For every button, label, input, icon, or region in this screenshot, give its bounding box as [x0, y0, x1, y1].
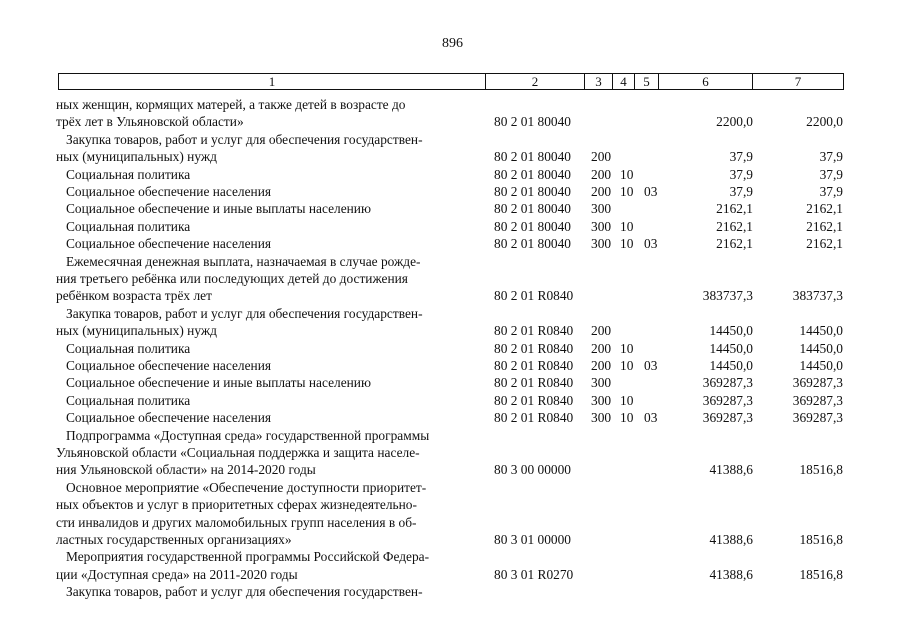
row-col-3: 300	[591, 218, 612, 234]
table-row	[0, 374, 905, 391]
table-row	[0, 200, 905, 217]
header-col-2: 2	[531, 74, 539, 89]
row-col-4: 10	[620, 236, 634, 252]
row-value-6: 383737,3	[702, 288, 753, 304]
row-col-4: 10	[620, 358, 634, 373]
row-col-3: 200	[591, 340, 612, 356]
row-value-6: 41388,6	[709, 532, 753, 547]
row-description: Основное мероприятие «Обеспечение доступности приоритет-	[66, 479, 427, 495]
row-description: Подпрограмма «Доступная среда» государственной программы	[66, 427, 430, 443]
row-code: 80 2 01 R0840	[494, 323, 574, 339]
table-row	[0, 235, 905, 252]
row-value-7: 14450,0	[799, 323, 843, 339]
header-col-3: 3	[595, 74, 602, 89]
row-code: 80 2 01 R0840	[494, 288, 574, 304]
row-description: ребёнком возраста трёх лет	[56, 288, 212, 304]
row-value-7: 369287,3	[792, 410, 843, 426]
table-row	[0, 287, 905, 304]
row-value-6: 14450,0	[709, 340, 753, 356]
row-description: сти инвалидов и других маломобильных групп населения в об-	[56, 514, 417, 530]
row-col-3: 200	[591, 358, 612, 373]
row-description: Ульяновской области «Социальная поддержка и защита населе-	[56, 445, 420, 460]
table-row	[0, 409, 905, 426]
row-code: 80 2 01 R0840	[494, 375, 574, 391]
row-value-7: 37,9	[819, 149, 843, 165]
row-value-7: 14450,0	[799, 340, 843, 356]
row-value-6: 41388,6	[709, 566, 753, 582]
row-description: ции «Доступная среда» на 2011-2020 годы	[56, 566, 298, 582]
row-value-7: 2162,1	[806, 201, 843, 217]
row-description: ных (муниципальных) нужд	[56, 149, 217, 165]
table-row	[0, 392, 905, 409]
row-value-6: 2200,0	[716, 114, 753, 130]
row-value-7: 37,9	[819, 184, 843, 199]
row-code: 80 3 00 00000	[494, 462, 571, 478]
row-value-6: 14450,0	[709, 323, 753, 339]
row-value-6: 2162,1	[716, 201, 753, 217]
row-code: 80 2 01 R0840	[494, 340, 574, 356]
table-header	[58, 73, 844, 90]
row-code: 80 2 01 80040	[494, 149, 571, 165]
row-col-3: 200	[591, 184, 612, 199]
row-value-7: 18516,8	[799, 462, 843, 478]
header-col-7: 7	[794, 74, 802, 89]
row-code: 80 2 01 80040	[494, 236, 571, 252]
table-row	[0, 253, 905, 270]
table-row	[0, 148, 905, 165]
row-value-7: 37,9	[819, 166, 843, 182]
row-col-5: 03	[644, 410, 658, 426]
row-col-3: 300	[591, 392, 612, 408]
row-value-6: 2162,1	[716, 218, 753, 234]
header-col-4: 4	[620, 74, 627, 89]
row-value-7: 383737,3	[792, 288, 843, 304]
row-col-3: 300	[591, 201, 612, 217]
row-value-6: 37,9	[729, 166, 753, 182]
table-row	[0, 444, 905, 461]
row-value-6: 369287,3	[702, 410, 753, 426]
row-col-3: 300	[591, 410, 612, 426]
row-code: 80 2 01 R0840	[494, 392, 574, 408]
row-value-7: 2162,1	[806, 218, 843, 234]
table-row	[0, 166, 905, 183]
table-row	[0, 427, 905, 444]
row-value-6: 14450,0	[709, 358, 753, 373]
row-value-6: 37,9	[729, 184, 753, 199]
row-col-3: 200	[591, 166, 612, 182]
row-description: Мероприятия государственной программы Российской Федера-	[66, 549, 430, 565]
table-row	[0, 183, 905, 200]
table-row	[0, 322, 905, 339]
row-col-5: 03	[644, 358, 658, 373]
row-description: Социальная политика	[66, 340, 191, 356]
table-row	[0, 496, 905, 513]
row-description: Ежемесячная денежная выплата, назначаемая в случае рожде-	[66, 253, 421, 269]
table-row	[0, 531, 905, 548]
row-code: 80 2 01 80040	[494, 184, 571, 199]
table-row	[0, 479, 905, 496]
row-description: Социальная политика	[66, 218, 191, 234]
row-code: 80 2 01 80040	[494, 218, 571, 234]
row-code: 80 2 01 R0840	[494, 358, 574, 373]
row-col-4: 10	[620, 184, 634, 199]
row-value-7: 18516,8	[799, 532, 843, 547]
row-description: Социальное обеспечение населения	[66, 358, 272, 373]
table-row	[0, 548, 905, 565]
row-value-7: 2162,1	[806, 236, 843, 252]
table-row	[0, 270, 905, 287]
row-description: Закупка товаров, работ и услуг для обеспечения государствен-	[66, 584, 423, 600]
row-description: Социальная политика	[66, 166, 191, 182]
table-row	[0, 583, 905, 600]
table-row	[0, 566, 905, 583]
row-value-6: 41388,6	[709, 462, 753, 478]
row-value-7: 14450,0	[799, 358, 843, 373]
row-value-7: 18516,8	[799, 566, 843, 582]
row-description: ния Ульяновской области» на 2014-2020 годы	[56, 462, 316, 478]
row-code: 80 2 01 80040	[494, 166, 571, 182]
row-description: ных (муниципальных) нужд	[56, 323, 217, 339]
row-description: Закупка товаров, работ и услуг для обеспечения государствен-	[66, 305, 423, 321]
row-description: Закупка товаров, работ и услуг для обеспечения государствен-	[66, 131, 423, 147]
row-description: Социальное обеспечение населения	[66, 184, 272, 199]
table-row	[0, 131, 905, 148]
row-description: ных женщин, кормящих матерей, а также детей в возрасте до	[56, 97, 406, 112]
row-description: Социальное обеспечение и иные выплаты населению	[66, 201, 371, 217]
row-description: ния третьего ребёнка или последующих детей до достижения	[56, 271, 408, 286]
table-row	[0, 514, 905, 531]
row-col-4: 10	[620, 392, 634, 408]
table-row	[0, 218, 905, 235]
table-row	[0, 357, 905, 374]
row-col-4: 10	[620, 410, 634, 426]
row-description: Социальная политика	[66, 392, 191, 408]
row-col-4: 10	[620, 166, 634, 182]
page-number: 896	[442, 36, 463, 51]
header-divider	[843, 73, 844, 90]
row-code: 80 3 01 R0270	[494, 566, 574, 582]
row-code: 80 2 01 R0840	[494, 410, 574, 426]
row-value-7: 2200,0	[806, 114, 843, 130]
row-value-7: 369287,3	[792, 375, 843, 391]
row-col-4: 10	[620, 218, 634, 234]
row-description: ластных государственных организациях»	[56, 532, 292, 547]
table-row	[0, 461, 905, 478]
table-row	[0, 96, 905, 113]
header-col-1: 1	[268, 74, 276, 89]
row-description: ных объектов и услуг в приоритетных сферах жизнедеятельно-	[56, 497, 417, 513]
row-value-6: 369287,3	[702, 375, 753, 391]
row-col-5: 03	[644, 184, 658, 199]
row-description: трёх лет в Ульяновской области»	[56, 114, 244, 130]
row-col-3: 200	[591, 149, 612, 165]
row-value-7: 369287,3	[792, 392, 843, 408]
row-value-6: 369287,3	[702, 392, 753, 408]
row-value-6: 2162,1	[716, 236, 753, 252]
header-col-6: 6	[702, 74, 709, 89]
row-col-4: 10	[620, 340, 634, 356]
row-description: Социальное обеспечение населения	[66, 410, 272, 426]
header-col-5: 5	[643, 74, 650, 89]
table-row	[0, 305, 905, 322]
row-code: 80 3 01 00000	[494, 532, 571, 547]
row-value-6: 37,9	[729, 149, 753, 165]
row-col-3: 200	[591, 323, 612, 339]
row-code: 80 2 01 80040	[494, 201, 571, 217]
row-col-5: 03	[644, 236, 658, 252]
row-col-3: 300	[591, 236, 612, 252]
row-description: Социальное обеспечение и иные выплаты населению	[66, 375, 371, 391]
table-row	[0, 113, 905, 130]
row-col-3: 300	[591, 375, 612, 391]
row-description: Социальное обеспечение населения	[66, 236, 272, 252]
row-code: 80 2 01 80040	[494, 114, 571, 130]
table-row	[0, 340, 905, 357]
